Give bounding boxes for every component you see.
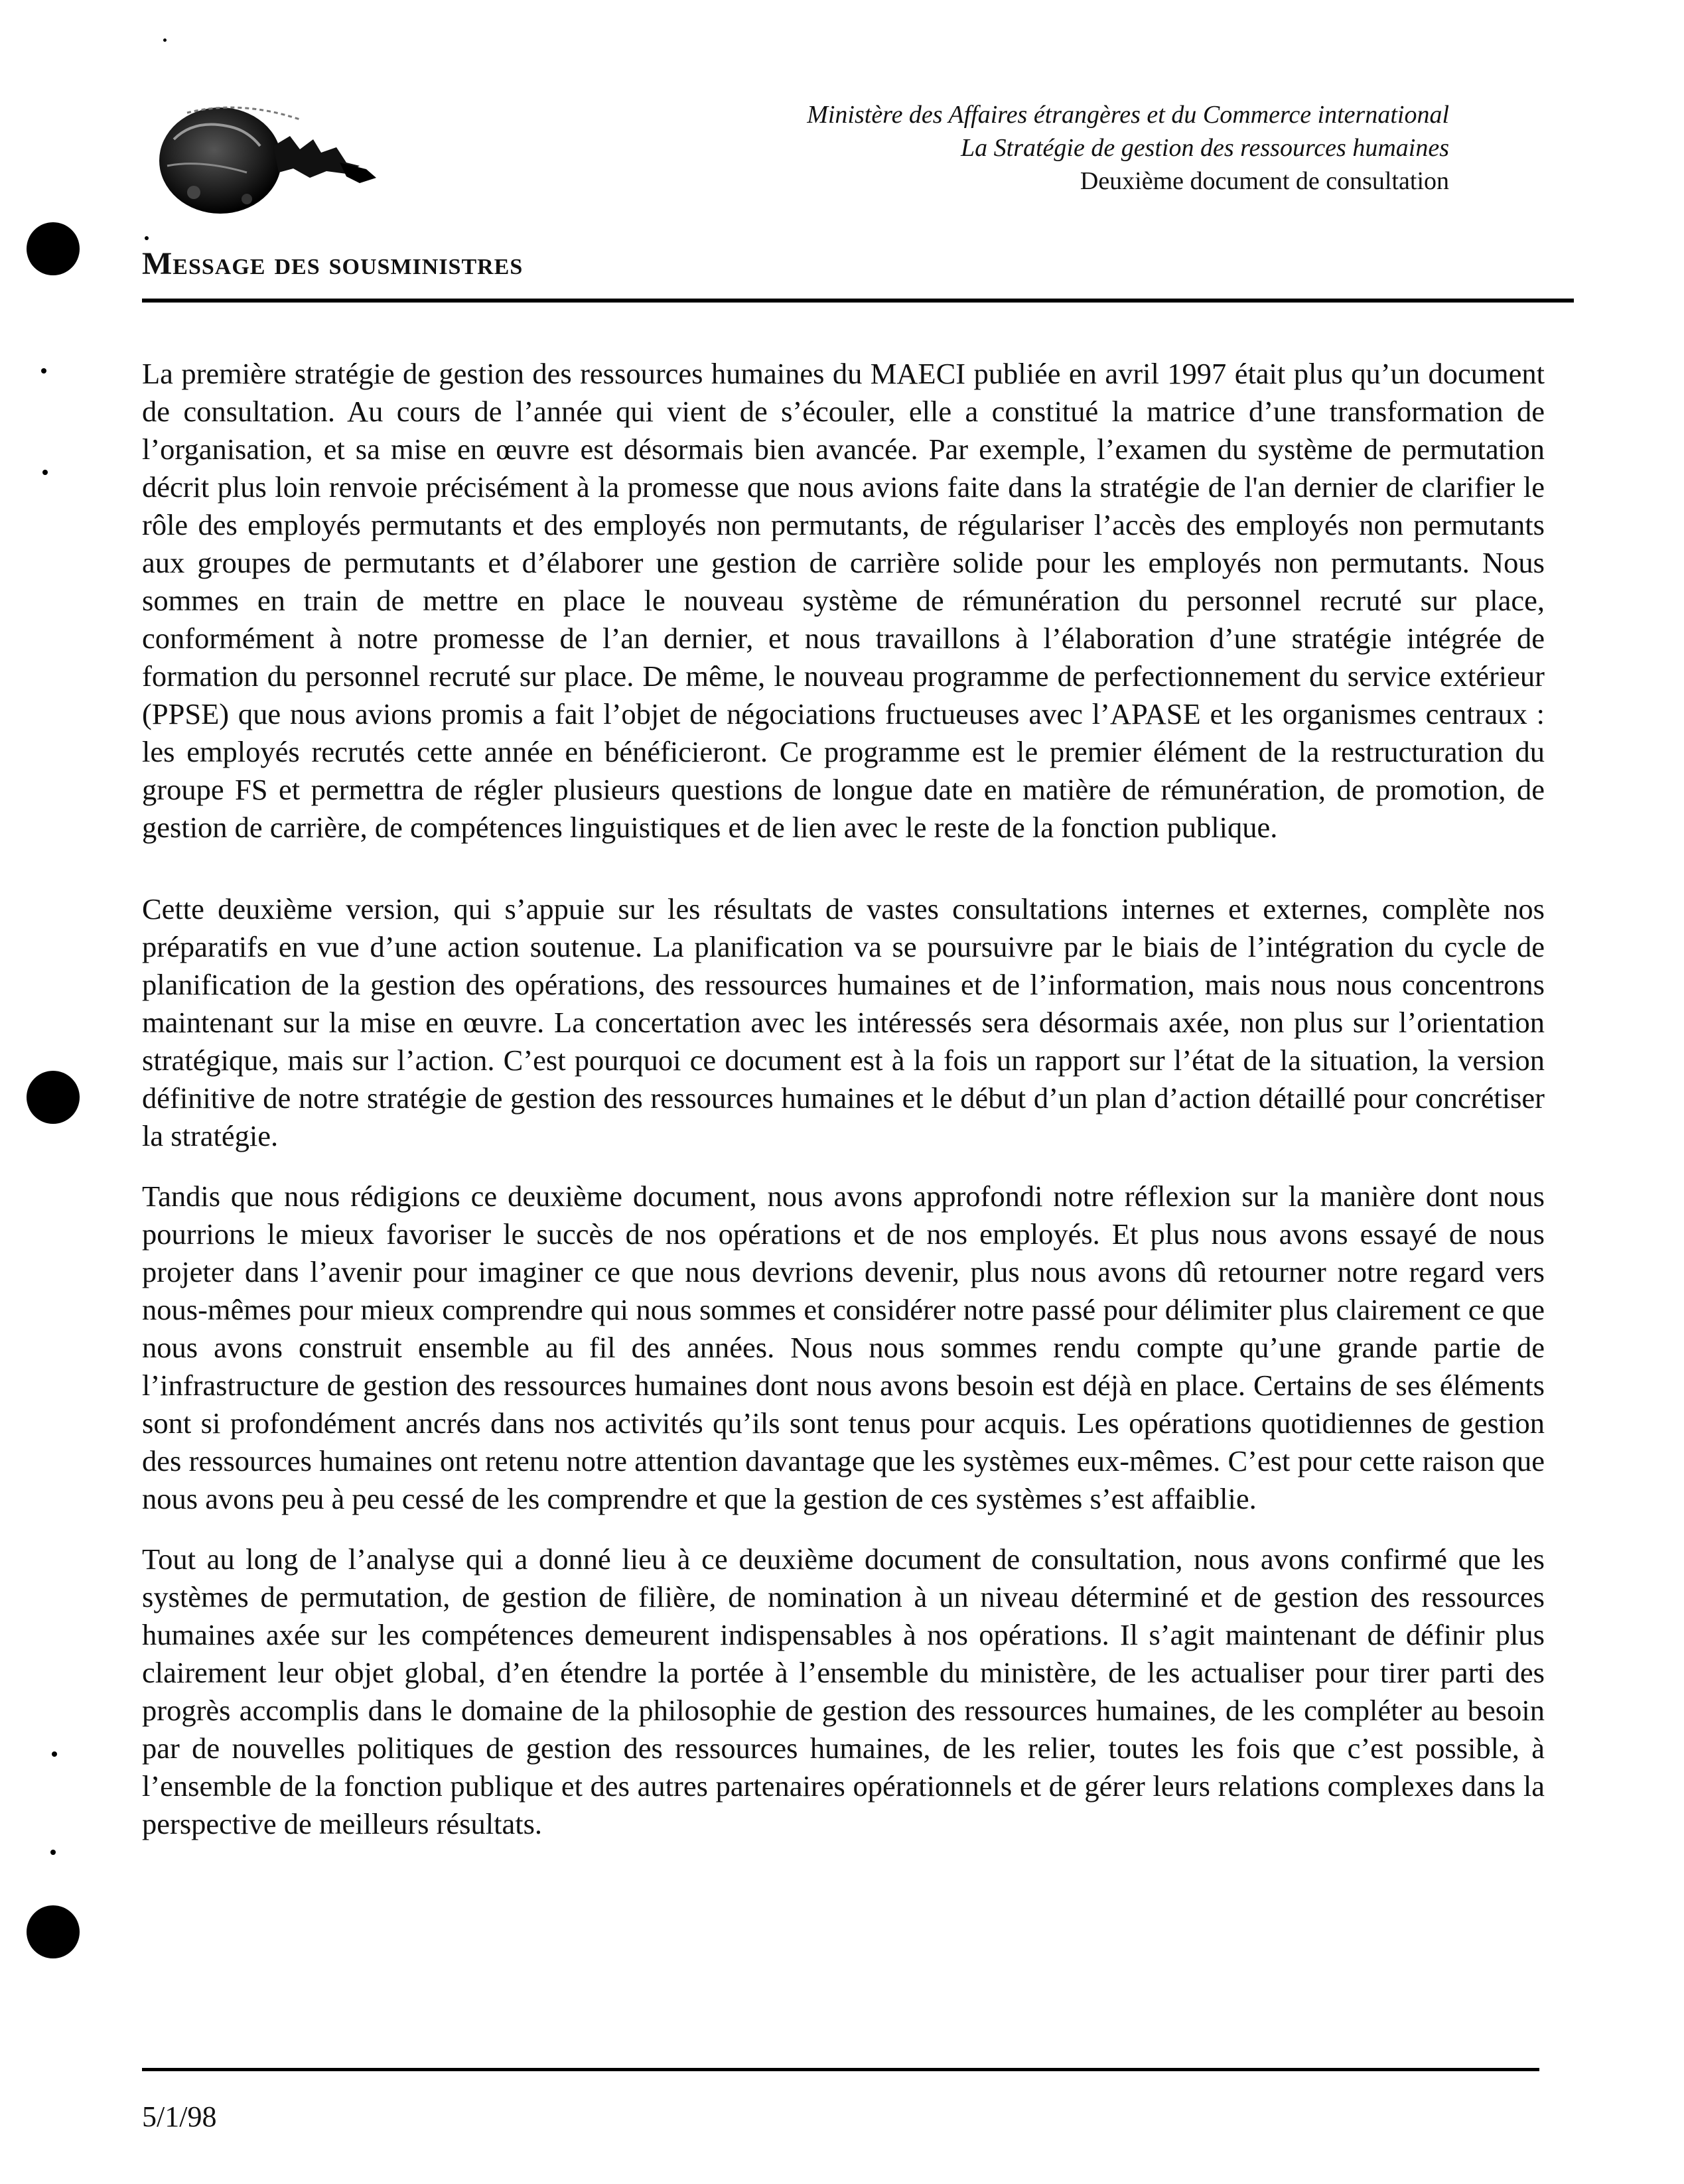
- footer-date: 5/1/98: [142, 2100, 217, 2133]
- punch-hole-bottom: [27, 1905, 80, 1958]
- scan-speck: [42, 470, 48, 475]
- section-title: Message des sousministres: [142, 246, 524, 281]
- punch-hole-top: [27, 222, 80, 275]
- header-strategy: La Stratégie de gestion des ressources humaines: [961, 134, 1449, 162]
- footer-rule: [142, 2068, 1539, 2071]
- paragraph: Cette deuxième version, qui s’appuie sur les résultats de vastes consultations internes et externes, complète nos préparatifs en vue d’une action soutenue. La planification va se poursuivre par le biais de l’intégration du cycle de planification de la gestion des opérations, des ressources humaines et de l’information, mais nous nous concentrons maintenant sur la mise en œuvre. La concertation avec les intéressés sera désormais axée, non plus sur l’orientation stratégique, mais sur l’action. C’est pourquoi ce document est à la fois un rapport sur l’état de la situation, la version définitive de notre stratégie de gestion des ressources humaines et le début d’un plan d’action détaillé pour concrétiser la stratégie.: [142, 892, 1545, 1152]
- paragraph: Tout au long de l’analyse qui a donné lieu à ce deuxième document de consultation, nous avons confirmé que les systèmes de permutation, de gestion de filière, de nomination à un niveau déterminé et de gestion des ressources humaines axée sur les compétences demeurent indispensables à nos opérations. Il s’agit maintenant de définir plus clairement leur objet global, d’en étendre la portée à l’ensemble du ministère, de les actualiser pour tirer parti des progrès accomplis dans le domaine de la philosophie de gestion des ressources humaines, de les compléter au besoin par de nouvelles politiques de gestion des ressources humaines, de les relier, toutes les fois que c’est possible, à l’ensemble de la fonction publique et des autres partenaires opérationnels et de gérer leurs relations complexes dans la perspective de meilleurs résultats.: [142, 1542, 1545, 1840]
- body-text: [142, 355, 1545, 1866]
- scan-speck: [41, 368, 46, 374]
- paragraph: La première stratégie de gestion des ressources humaines du MAECI publiée en avril 1997 était plus qu’un document de consultation. Au cours de l’année qui vient de s’écouler, elle a constitué la matrice d’une transformation de l’organisation, et sa mise en œuvre est désormais bien avancée. Par exemple, l’examen du système de permutation décrit plus loin renvoie précisément à la promesse que nous avions faite dans la stratégie de l'an dernier de clarifier le rôle des employés permutants et des employés non permutants, de régulariser l’accès des employés non permutants aux groupes de permutants et d’élaborer une gestion de carrière solide pour les employés non permutants. Nous sommes en train de mettre en place le nouveau système de rémunération du personnel recruté sur place, conformément à notre promesse de l’an dernier, et nous travaillons à l’élaboration d’une stratégie intégrée de formation du personnel recruté sur place. De même, le nouveau programme de perfectionnement du service extérieur (PPSE) que nous avions promis a fait l’objet de négociations fructueuses avec l’APASE et les organismes centraux : les employés recrutés cette année en bénéficieront. Ce programme est le premier élément de la restructuration du groupe FS et permettra de régler plusieurs questions de longue date en matière de rémunération, de promotion, de gestion de carrière, de compétences linguistiques et de lien avec le reste de la fonction publique.: [142, 357, 1545, 844]
- title-rule: [142, 299, 1574, 303]
- header-document: Deuxième document de consultation: [1080, 167, 1449, 195]
- paragraph: Tandis que nous rédigions ce deuxième document, nous avons approfondi notre réflexion sur la manière dont nous pourrions le mieux favoriser le succès de nos opérations et de nos employés. Et plus nous avons essayé de nous projeter dans l’avenir pour imaginer ce que nous devrions devenir, plus nous avons dû retourner notre regard vers nous-mêmes pour mieux comprendre qui nous sommes et considérer notre passé pour délimiter plus clairement ce que nous avons construit ensemble au fil des années. Nous nous sommes rendu compte qu’une grande partie de l’infrastructure de gestion des ressources humaines dont nous avons besoin est déjà en place. Certains de ses éléments sont si profondément ancrés dans nos activités qu’ils sont tenus pour acquis. Les opérations quotidiennes de gestion des ressources humaines ont retenu notre attention davantage que les systèmes eux-mêmes. C’est pour cette raison que nous avons peu à peu cessé de les comprendre et que la gestion de ces systèmes s’est affaiblie.: [142, 1180, 1545, 1515]
- scan-speck: [50, 1850, 56, 1855]
- globe-logo-icon: [147, 100, 399, 219]
- scan-speck: [163, 38, 167, 42]
- scan-speck: [52, 1751, 57, 1757]
- document-header: [807, 98, 1449, 198]
- header-ministry: Ministère des Affaires étrangères et du Commerce international: [807, 101, 1449, 129]
- scan-speck: [145, 236, 149, 240]
- punch-hole-middle: [27, 1071, 80, 1124]
